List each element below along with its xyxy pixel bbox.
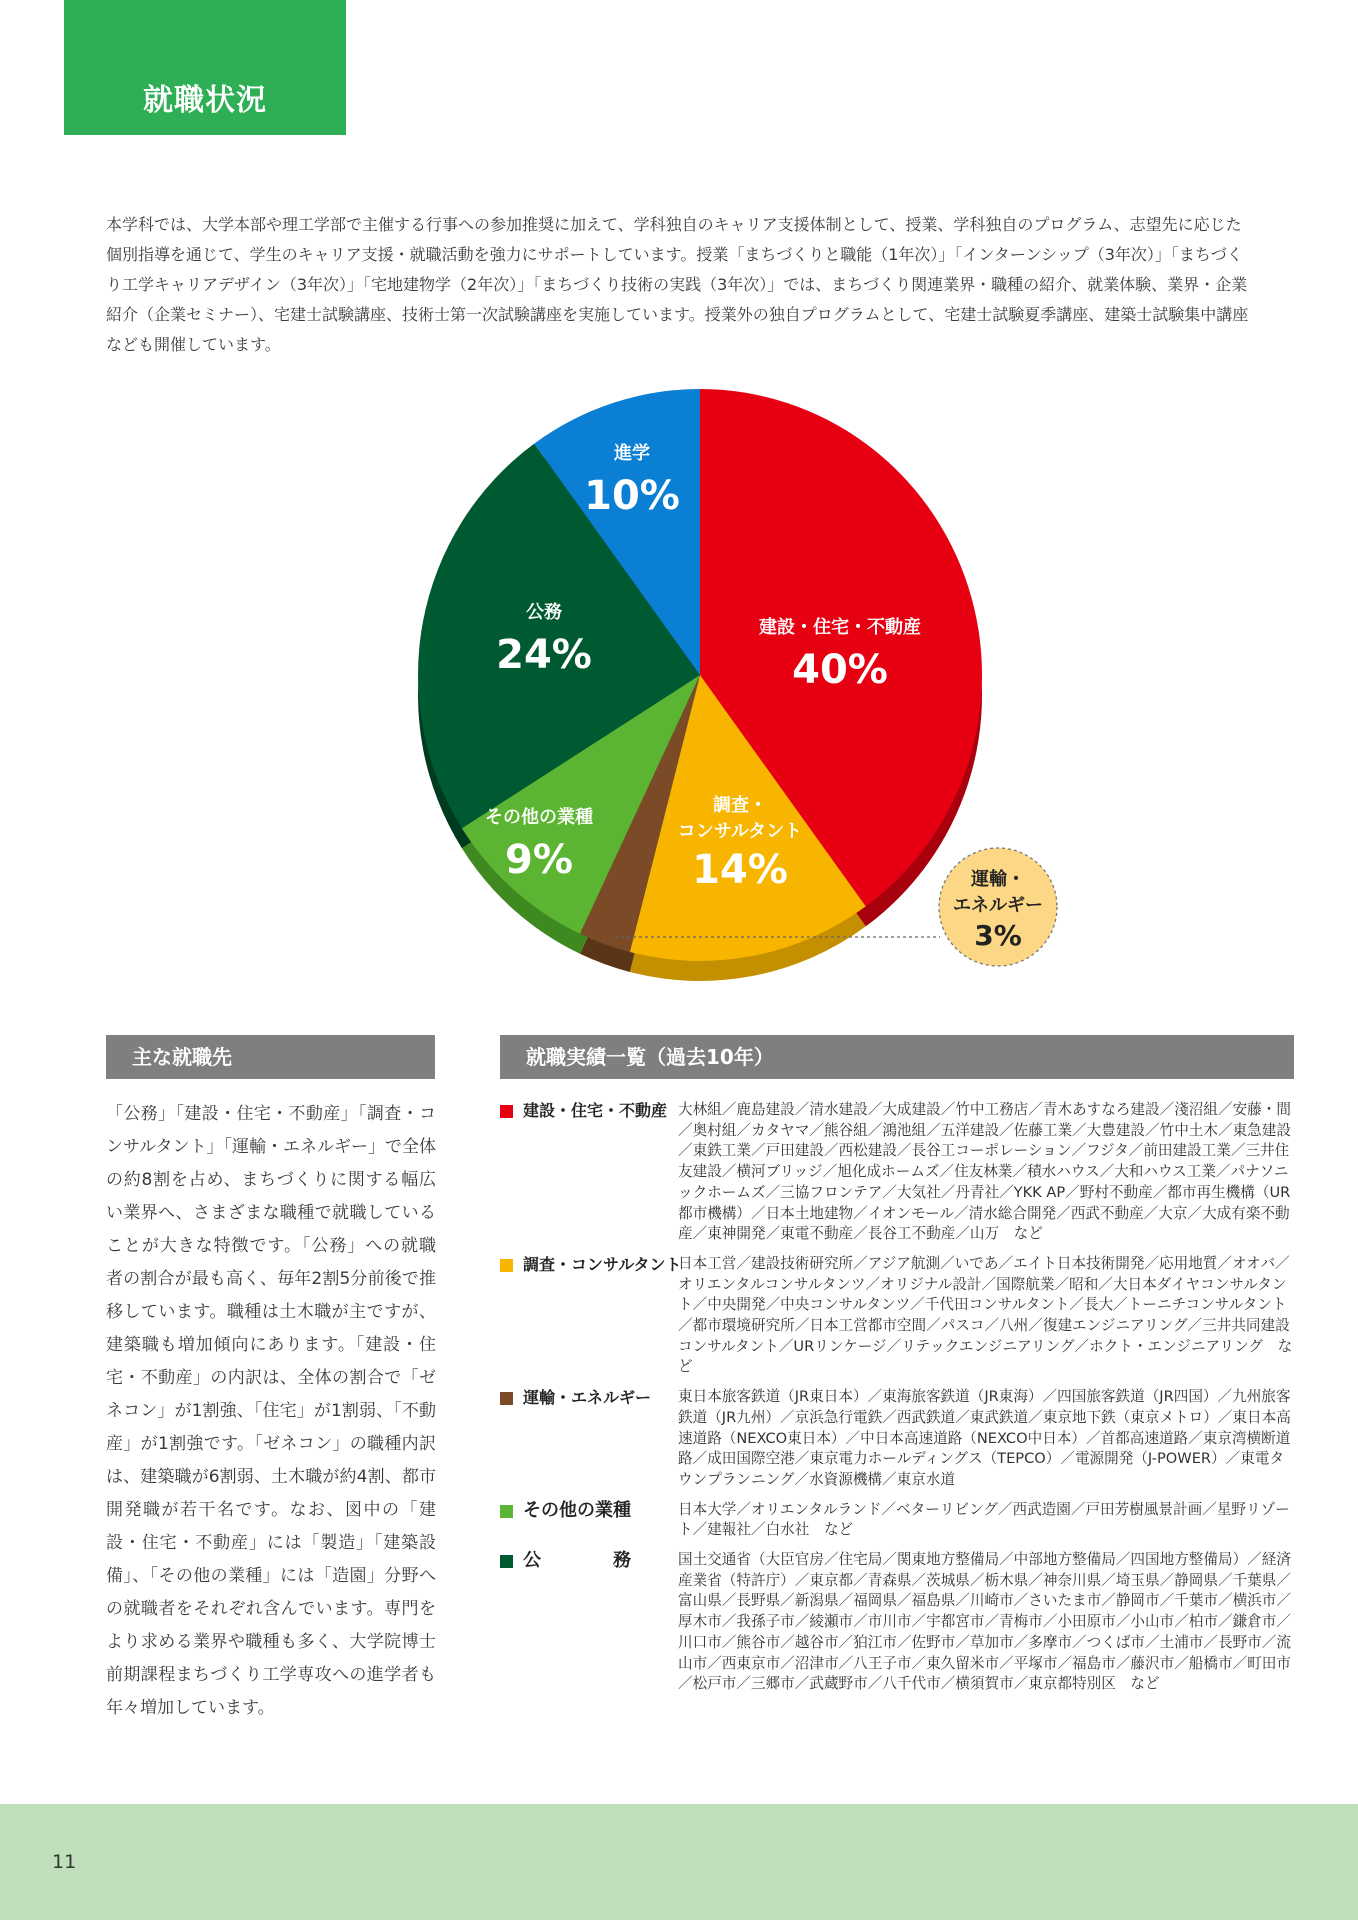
main-employers-title: 主な就職先 [132,1045,232,1069]
category-square-icon [500,1505,513,1518]
page-title: 就職状況 [143,83,267,118]
pie-value-label: 24% [496,632,592,678]
main-employers-heading [106,1035,435,1079]
category-label [500,1550,678,1695]
category-square-icon [500,1259,513,1272]
pie-category-label: 公務 [526,602,562,623]
pie-category-label: 調査・ [713,795,767,816]
pie-category-label: 建設・住宅・不動産 [759,617,921,638]
category-square-icon [500,1555,513,1568]
category-label [500,1100,678,1245]
page-number: 11 [52,1851,77,1873]
employment-pie-chart [400,385,1080,995]
pie-value-label: 10% [584,473,680,519]
section-header-tab [64,0,346,135]
pie-category-label: コンサルタント [677,821,803,842]
category-name: 調査・コンサルタント [523,1254,682,1274]
results-row-transport [500,1387,1295,1491]
category-label [500,1254,682,1378]
pie-value-label: 14% [692,847,788,893]
callout-label-line2: エネルギー [953,895,1043,916]
results-row-public [500,1550,1295,1695]
category-name: 運輸・エネルギー [523,1388,652,1408]
category-label [500,1387,678,1491]
results-heading [500,1035,1294,1079]
footer-band [0,1804,1358,1920]
category-square-icon [500,1105,513,1118]
category-label [500,1500,678,1541]
pie-value-label: 9% [505,837,573,883]
category-companies: 大林組／鹿島建設／清水建設／大成建設／竹中工務店／青木あすなろ建設／淺沼組／安藤・間／奥村組／カタヤマ／熊谷組／鴻池組／五洋建設／佐藤工業／大豊建設／竹中土木／東急建設／東鉄工業／戸田建設／西松建設／長谷工コーポレーション／フジタ／前田建設工業／三井住友建設／横河ブリッジ／旭化成ホームズ／住友林業／積水ハウス／大和ハウス工業／パナソニックホームズ／三協フロンテア／大気社／丹青社／YKK AP／野村不動産／都市再生機構（UR都市機構）／日本土地建物／イオンモール／清水総合開発／西武不動産／大京／大成有楽不動産／東神開発／東電不動産／長谷工不動産／山万 など [678,1101,1291,1243]
category-companies: 国土交通省（大臣官房／住宅局／関東地方整備局／中部地方整備局／四国地方整備局）／経済産業省（特許庁）／東京都／青森県／茨城県／栃木県／神奈川県／埼玉県／静岡県／千葉県／富山県／長野県／新潟県／福岡県／福島県／川崎市／さいたま市／静岡市／千葉市／横浜市／厚木市／我孫子市／綾瀬市／市川市／宇都宮市／青梅市／小田原市／小山市／柏市／鎌倉市／川口市／熊谷市／越谷市／狛江市／佐野市／草加市／多摩市／つくば市／土浦市／長野市／流山市／西東京市／沼津市／八王子市／東久留米市／平塚市／福島市／藤沢市／船橋市／町田市／松戸市／三郷市／武蔵野市／八千代市／横須賀市／東京都特別区 など [678,1551,1291,1693]
category-square-icon [500,1392,513,1405]
callout-label-line1: 運輸・ [971,869,1025,890]
main-employers-text: 「公務」「建設・住宅・不動産」「調査・コンサルタント」「運輸・エネルギー」で全体の約8割を占め、まちづくりに関する幅広い業界へ、さまざまな職種で就職していることが大きな特徴です。「公務」への就職者の割合が最も高く、毎年2割5分前後で推移しています。職種は土木職が主ですが、建築職も増加傾向にあります。「建設・住宅・不動産」の内訳は、全体の割合で「ゼネコン」が1割強、「住宅」が1割弱、「不動産」が1割強です。「ゼネコン」の職種内訳は、建築職が6割弱、土木職が約4割、都市開発職が若干名です。なお、図中の「建設・住宅・不動産」には「製造」「建築設備」、「その他の業種」には「造園」分野への就職者をそれぞれ含んでいます。専門をより求める業界や職種も多く、大学院博士前期課程まちづくり工学専攻への進学者も年々増加しています。 [106,1104,436,1718]
category-name: 建設・住宅・不動産 [523,1101,668,1120]
results-row-consultant [500,1254,1295,1378]
pie-category-label: その他の業種 [485,807,593,828]
pie-category-label: 進学 [614,443,650,464]
results-row-other [500,1500,1295,1541]
category-companies: 東日本旅客鉄道（JR東日本）／東海旅客鉄道（JR東海）／四国旅客鉄道（JR四国）／九州旅客鉄道（JR九州）／京浜急行電鉄／西武鉄道／東武鉄道／東京地下鉄（東京メトロ）／東日本高速道路（NEXCO東日本）／中日本高速道路（NEXCO中日本）／首都高速道路／東京湾横断道路／成田国際空港／東京電力ホールディングス（TEPCO）／電源開発（J-POWER）／東電タウンプランニング／水資源機構／東京水道 [678,1388,1291,1488]
results-row-construction [500,1100,1295,1245]
results-title: 就職実績一覧（過去10年） [526,1045,774,1069]
intro-paragraph: 本学科では、大学本部や理工学部で主催する行事への参加推奨に加えて、学科独自のキャリア支援体制として、授業、学科独自のプログラム、志望先に応じた個別指導を通じて、学生のキャリア支援・就職活動を強力にサポートしています。授業「まちづくりと職能（1年次）」「インターンシップ（3年次）」「まちづくり工学キャリアデザイン（3年次）」「宅地建物学（2年次）」「まちづくり技術の実践（3年次）」では、まちづくり関連業界・職種の紹介、就業体験、業界・企業紹介（企業セミナー）、宅建士試験講座、技術士第一次試験講座を実施しています。授業外の独自プログラムとして、宅建士試験夏季講座、建築士試験集中講座なども開催しています。 [106,215,1249,354]
category-name: 公 務 [523,1550,631,1572]
pie-value-label: 40% [792,647,888,693]
category-companies: 日本工営／建設技術研究所／アジア航測／いであ／エイト日本技術開発／応用地質／オオバ／オリエンタルコンサルタンツ／オリジナル設計／国際航業／昭和／大日本ダイヤコンサルタント／中央開発／中央コンサルタンツ／千代田コンサルタント／長大／トーニチコンサルタント／都市環境研究所／日本工営都市空間／パスコ／八州／復建エンジニアリング／三井共同建設コンサルタント／URリンケージ／リテックエンジニアリング／ホクト・エンジニアリング など [678,1254,1293,1376]
category-companies: 日本大学／オリエンタルランド／ベターリビング／西武造園／戸田芳樹風景計画／星野リゾート／建報社／白水社 など [678,1500,1290,1539]
category-name: その他の業種 [523,1499,631,1521]
results-list [500,1100,1295,1704]
callout-value: 3% [974,919,1022,952]
